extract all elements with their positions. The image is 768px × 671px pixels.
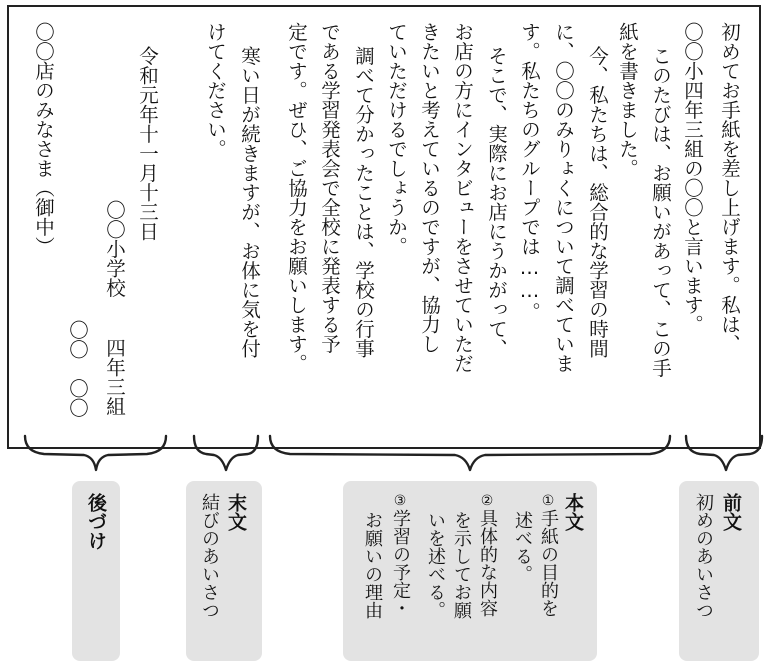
letter-line-4: 紙を書きました。 bbox=[616, 22, 639, 178]
letter-line-6: に、〇〇のみりょくについて調べていま bbox=[552, 22, 575, 373]
label-matsubun-title: 末文 bbox=[225, 493, 247, 531]
letter-line-10: きたいと考えているのですが、協力し bbox=[418, 22, 441, 354]
honbun-item-3 bbox=[389, 493, 411, 617]
honbun-item-2-line-1: 具体的な内容 bbox=[477, 509, 498, 617]
letter-school: 〇〇小学校 bbox=[103, 200, 126, 298]
honbun-item-2-cont-b: いを述べる。 bbox=[425, 511, 446, 619]
label-zenbun bbox=[679, 481, 759, 661]
honbun-item-1-cont: 述べる。 bbox=[512, 511, 533, 583]
honbun-item-2 bbox=[476, 493, 498, 617]
label-matsubun-desc: 結びのあいさつ bbox=[199, 493, 220, 619]
letter-class: 四年三組 bbox=[103, 338, 126, 416]
label-atozuke-title: 後づけ bbox=[85, 493, 107, 550]
letter-line-13: である学習発表会で全校に発表する予 bbox=[318, 22, 341, 354]
letter-line-2: 〇〇小四年三組の〇〇と言います。 bbox=[681, 22, 704, 334]
letter-line-12: 調べて分かったことは、学校の行事 bbox=[352, 46, 375, 358]
letter-name: 〇〇 〇〇 bbox=[66, 320, 89, 418]
label-honbun-title: 本文 bbox=[562, 493, 584, 531]
label-zenbun-desc: 初めのあいさつ bbox=[693, 493, 714, 619]
letter-line-9: お店の方にインタビューをさせていただ bbox=[451, 22, 474, 373]
letter-line-16: けてください。 bbox=[204, 22, 227, 159]
letter-date: 令和元年十一月十三日 bbox=[136, 46, 159, 241]
letter-line-8: そこで、実際にお店にうかがって、 bbox=[485, 46, 508, 358]
honbun-item-1 bbox=[537, 493, 559, 617]
letter-line-1: 初めてお手紙を差し上げます。私は、 bbox=[718, 22, 741, 354]
honbun-item-3-line-1: 学習の予定・ bbox=[390, 509, 411, 617]
honbun-item-3-num: ③ bbox=[392, 493, 408, 509]
letter-recipient: 〇〇店のみなさま（御中） bbox=[32, 22, 55, 256]
letter-line-11: ていただけるでしょうか。 bbox=[385, 22, 408, 256]
honbun-item-1-line-1: 手紙の目的を bbox=[538, 509, 559, 617]
honbun-item-1-num: ① bbox=[540, 493, 556, 509]
letter-line-7: す。私たちのグループでは……。 bbox=[518, 22, 541, 322]
letter-line-5: 今、私たちは、総合的な学習の時間 bbox=[586, 46, 609, 358]
letter-line-15: 寒い日が続きますが、お体に気を付 bbox=[238, 46, 261, 358]
label-zenbun-title: 前文 bbox=[720, 493, 742, 531]
letter-line-14: 定です。ぜひ、ご協力をお願いします。 bbox=[285, 22, 308, 373]
honbun-item-2-cont-a: を示してお願 bbox=[451, 511, 472, 619]
honbun-item-3-cont: お願いの理由 bbox=[362, 511, 383, 619]
letter-line-3: このたびは、お願いがあって、この手 bbox=[649, 46, 672, 378]
honbun-item-2-num: ② bbox=[479, 493, 495, 509]
